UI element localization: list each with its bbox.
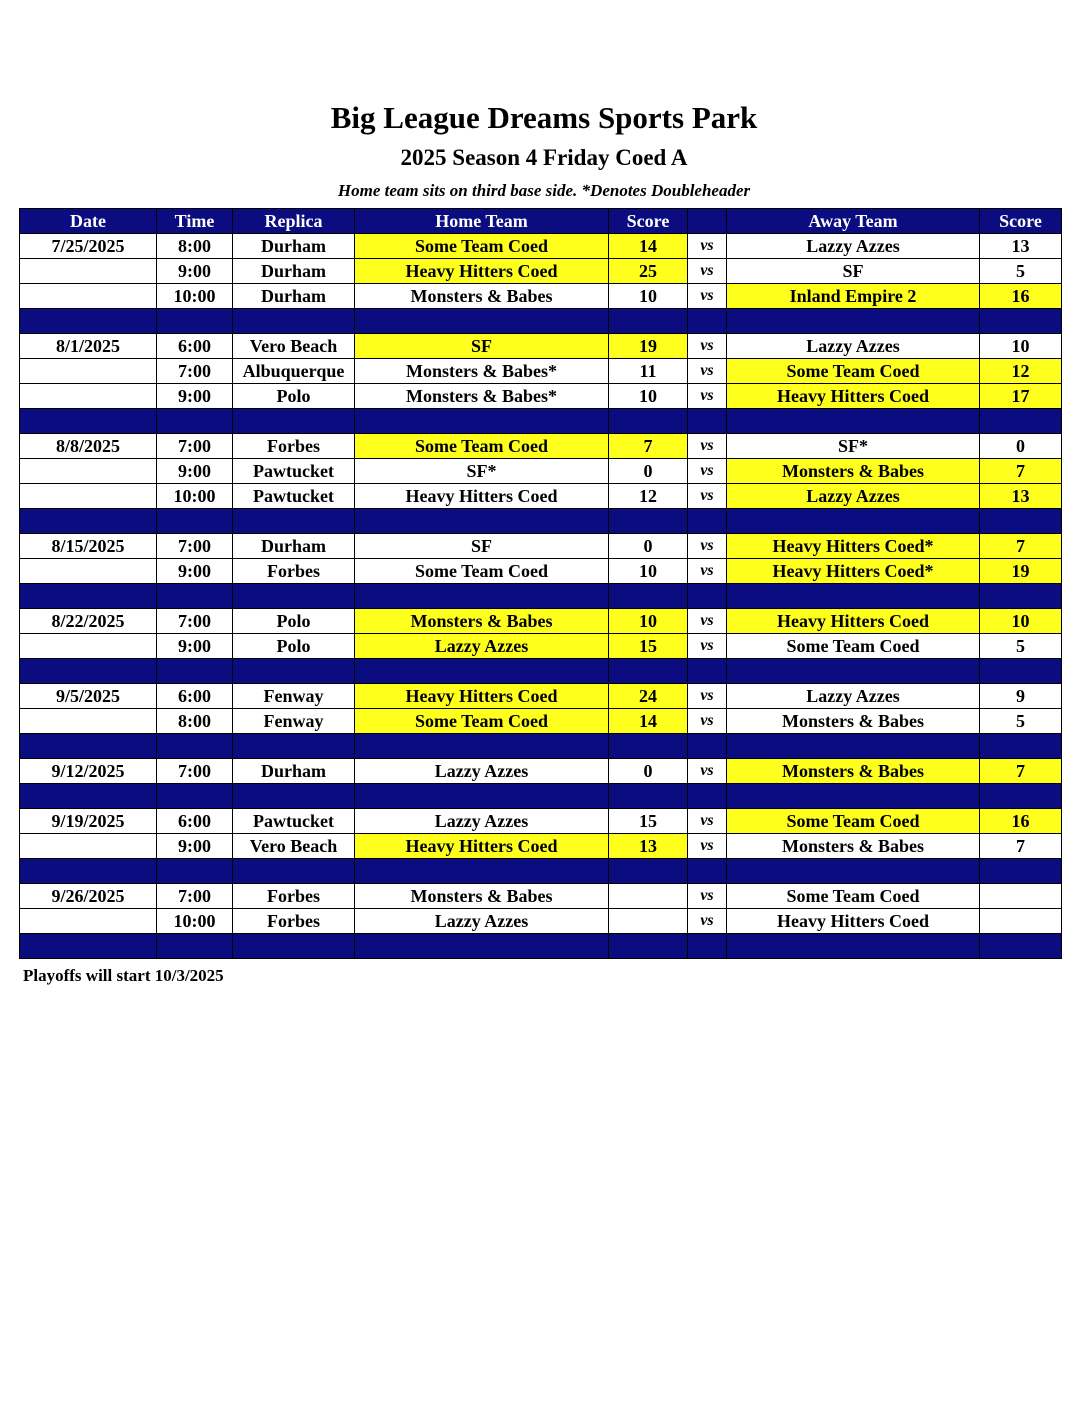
- separator-cell: [233, 734, 355, 759]
- separator-cell: [727, 859, 980, 884]
- col-time-header: Time: [157, 209, 233, 234]
- separator-cell: [980, 784, 1062, 809]
- home-team: Heavy Hitters Coed: [355, 684, 609, 709]
- separator-cell: [233, 584, 355, 609]
- home-score: 14: [609, 234, 688, 259]
- vs-label: vs: [688, 234, 727, 259]
- page-title: Big League Dreams Sports Park: [330, 100, 758, 135]
- home-score: 15: [609, 634, 688, 659]
- separator-cell: [609, 409, 688, 434]
- separator-cell: [609, 584, 688, 609]
- away-team: Some Team Coed: [727, 634, 980, 659]
- separator-cell: [355, 934, 609, 959]
- separator-cell: [233, 934, 355, 959]
- game-row: [20, 809, 1062, 834]
- game-replica: Vero Beach: [233, 834, 355, 859]
- separator-cell: [20, 784, 157, 809]
- week-separator: [20, 509, 1062, 534]
- away-score: 10: [980, 334, 1062, 359]
- home-team: Some Team Coed: [355, 709, 609, 734]
- away-score: 7: [980, 534, 1062, 559]
- game-date: 9/26/2025: [20, 884, 157, 909]
- away-score: 7: [980, 834, 1062, 859]
- game-time: 7:00: [157, 359, 233, 384]
- vs-label: vs: [688, 759, 727, 784]
- col-away-score-header: Score: [980, 209, 1062, 234]
- vs-label: vs: [688, 359, 727, 384]
- game-row: [20, 459, 1062, 484]
- home-team: Lazzy Azzes: [355, 809, 609, 834]
- vs-label: vs: [688, 384, 727, 409]
- away-score: 13: [980, 484, 1062, 509]
- separator-cell: [20, 859, 157, 884]
- game-replica: Durham: [233, 234, 355, 259]
- separator-cell: [727, 934, 980, 959]
- game-replica: Durham: [233, 759, 355, 784]
- away-team: Heavy Hitters Coed: [727, 609, 980, 634]
- game-date: [20, 834, 157, 859]
- separator-cell: [20, 509, 157, 534]
- home-team: Lazzy Azzes: [355, 634, 609, 659]
- vs-label: vs: [688, 534, 727, 559]
- separator-cell: [609, 734, 688, 759]
- col-home-score-header: Score: [609, 209, 688, 234]
- away-score: 5: [980, 259, 1062, 284]
- game-date: [20, 709, 157, 734]
- away-team: Heavy Hitters Coed*: [727, 559, 980, 584]
- separator-cell: [233, 309, 355, 334]
- separator-cell: [233, 784, 355, 809]
- separator-cell: [980, 859, 1062, 884]
- game-time: 7:00: [157, 434, 233, 459]
- home-score: 0: [609, 534, 688, 559]
- game-row: [20, 384, 1062, 409]
- vs-label: vs: [688, 884, 727, 909]
- separator-cell: [20, 934, 157, 959]
- game-time: 9:00: [157, 559, 233, 584]
- vs-label: vs: [688, 284, 727, 309]
- away-score: [980, 909, 1062, 934]
- schedule-body: [20, 234, 1062, 959]
- separator-cell: [233, 659, 355, 684]
- game-date: 8/8/2025: [20, 434, 157, 459]
- week-separator: [20, 659, 1062, 684]
- vs-label: vs: [688, 334, 727, 359]
- game-replica: Durham: [233, 284, 355, 309]
- game-time: 7:00: [157, 534, 233, 559]
- game-date: [20, 284, 157, 309]
- home-score: [609, 909, 688, 934]
- game-replica: Fenway: [233, 684, 355, 709]
- home-team: Monsters & Babes: [355, 609, 609, 634]
- separator-cell: [727, 784, 980, 809]
- separator-cell: [157, 659, 233, 684]
- game-time: 10:00: [157, 284, 233, 309]
- vs-label: vs: [688, 459, 727, 484]
- separator-cell: [355, 784, 609, 809]
- home-score: 10: [609, 559, 688, 584]
- away-team: Some Team Coed: [727, 359, 980, 384]
- game-time: 7:00: [157, 884, 233, 909]
- away-score: 10: [980, 609, 1062, 634]
- separator-cell: [157, 309, 233, 334]
- home-team: Heavy Hitters Coed: [355, 834, 609, 859]
- away-team: Monsters & Babes: [727, 459, 980, 484]
- game-time: 10:00: [157, 484, 233, 509]
- game-replica: Durham: [233, 534, 355, 559]
- separator-cell: [157, 934, 233, 959]
- page-subtitle: 2025 Season 4 Friday Coed A: [400, 145, 688, 170]
- playoffs-note: Playoffs will start 10/3/2025: [23, 966, 224, 985]
- home-score: 14: [609, 709, 688, 734]
- separator-cell: [355, 734, 609, 759]
- away-score: 16: [980, 284, 1062, 309]
- week-separator: [20, 409, 1062, 434]
- separator-cell: [609, 784, 688, 809]
- separator-cell: [157, 734, 233, 759]
- game-date: 8/15/2025: [20, 534, 157, 559]
- home-score: 0: [609, 759, 688, 784]
- separator-cell: [355, 859, 609, 884]
- game-date: [20, 484, 157, 509]
- game-replica: Forbes: [233, 884, 355, 909]
- separator-cell: [157, 784, 233, 809]
- home-team: Monsters & Babes*: [355, 384, 609, 409]
- game-replica: Pawtucket: [233, 484, 355, 509]
- away-team: Inland Empire 2: [727, 284, 980, 309]
- separator-cell: [20, 309, 157, 334]
- separator-cell: [688, 659, 727, 684]
- home-team: Some Team Coed: [355, 559, 609, 584]
- game-row: [20, 434, 1062, 459]
- game-time: 6:00: [157, 809, 233, 834]
- separator-cell: [609, 309, 688, 334]
- game-replica: Forbes: [233, 559, 355, 584]
- game-replica: Fenway: [233, 709, 355, 734]
- separator-cell: [355, 584, 609, 609]
- game-row: [20, 909, 1062, 934]
- game-time: 7:00: [157, 759, 233, 784]
- game-date: 8/1/2025: [20, 334, 157, 359]
- separator-cell: [233, 509, 355, 534]
- game-time: 10:00: [157, 909, 233, 934]
- game-date: [20, 359, 157, 384]
- away-score: 5: [980, 634, 1062, 659]
- game-replica: Vero Beach: [233, 334, 355, 359]
- game-row: [20, 759, 1062, 784]
- separator-cell: [688, 309, 727, 334]
- home-team: Heavy Hitters Coed: [355, 484, 609, 509]
- game-date: [20, 634, 157, 659]
- game-time: 9:00: [157, 634, 233, 659]
- separator-cell: [727, 309, 980, 334]
- separator-cell: [609, 659, 688, 684]
- col-away-team-header: Away Team: [727, 209, 980, 234]
- vs-label: vs: [688, 834, 727, 859]
- week-separator: [20, 934, 1062, 959]
- schedule-note: Home team sits on third base side. *Denotes Doubleheader: [337, 181, 751, 200]
- week-separator: [20, 734, 1062, 759]
- col-replica-header: Replica: [233, 209, 355, 234]
- separator-cell: [355, 409, 609, 434]
- vs-label: vs: [688, 909, 727, 934]
- away-score: 7: [980, 759, 1062, 784]
- away-team: Some Team Coed: [727, 884, 980, 909]
- game-date: [20, 259, 157, 284]
- game-row: [20, 884, 1062, 909]
- home-score: 10: [609, 284, 688, 309]
- game-time: 9:00: [157, 834, 233, 859]
- separator-cell: [157, 584, 233, 609]
- home-team: Monsters & Babes: [355, 884, 609, 909]
- away-team: Lazzy Azzes: [727, 484, 980, 509]
- home-score: 10: [609, 384, 688, 409]
- game-row: [20, 334, 1062, 359]
- away-score: 12: [980, 359, 1062, 384]
- home-team: Monsters & Babes*: [355, 359, 609, 384]
- header-row: [20, 209, 1062, 234]
- game-replica: Pawtucket: [233, 809, 355, 834]
- game-replica: Durham: [233, 259, 355, 284]
- away-score: 9: [980, 684, 1062, 709]
- home-score: 10: [609, 609, 688, 634]
- separator-cell: [688, 409, 727, 434]
- schedule-table: [19, 208, 1062, 959]
- separator-cell: [20, 734, 157, 759]
- game-time: 7:00: [157, 609, 233, 634]
- away-team: Monsters & Babes: [727, 759, 980, 784]
- away-team: Heavy Hitters Coed: [727, 384, 980, 409]
- game-row: [20, 534, 1062, 559]
- away-score: 7: [980, 459, 1062, 484]
- col-date-header: Date: [20, 209, 157, 234]
- home-team: Some Team Coed: [355, 234, 609, 259]
- game-row: [20, 609, 1062, 634]
- home-team: SF: [355, 534, 609, 559]
- game-date: 9/5/2025: [20, 684, 157, 709]
- home-score: 13: [609, 834, 688, 859]
- separator-cell: [727, 734, 980, 759]
- away-team: SF: [727, 259, 980, 284]
- game-row: [20, 284, 1062, 309]
- separator-cell: [609, 934, 688, 959]
- separator-cell: [157, 409, 233, 434]
- game-time: 9:00: [157, 384, 233, 409]
- home-score: [609, 884, 688, 909]
- separator-cell: [609, 859, 688, 884]
- home-team: SF*: [355, 459, 609, 484]
- separator-cell: [980, 934, 1062, 959]
- vs-label: vs: [688, 259, 727, 284]
- separator-cell: [157, 509, 233, 534]
- separator-cell: [688, 784, 727, 809]
- away-team: Monsters & Babes: [727, 709, 980, 734]
- separator-cell: [20, 584, 157, 609]
- separator-cell: [980, 409, 1062, 434]
- separator-cell: [980, 309, 1062, 334]
- home-score: 0: [609, 459, 688, 484]
- game-replica: Polo: [233, 384, 355, 409]
- game-replica: Polo: [233, 609, 355, 634]
- home-score: 15: [609, 809, 688, 834]
- separator-cell: [980, 659, 1062, 684]
- game-time: 9:00: [157, 259, 233, 284]
- away-score: 17: [980, 384, 1062, 409]
- separator-cell: [20, 659, 157, 684]
- game-time: 8:00: [157, 709, 233, 734]
- home-score: 7: [609, 434, 688, 459]
- home-score: 25: [609, 259, 688, 284]
- game-time: 6:00: [157, 684, 233, 709]
- separator-cell: [980, 734, 1062, 759]
- game-date: [20, 459, 157, 484]
- separator-cell: [233, 409, 355, 434]
- week-separator: [20, 784, 1062, 809]
- home-score: 24: [609, 684, 688, 709]
- game-row: [20, 259, 1062, 284]
- separator-cell: [688, 934, 727, 959]
- home-team: Lazzy Azzes: [355, 759, 609, 784]
- home-team: Monsters & Babes: [355, 284, 609, 309]
- col-home-team-header: Home Team: [355, 209, 609, 234]
- game-date: 9/12/2025: [20, 759, 157, 784]
- game-row: [20, 234, 1062, 259]
- separator-cell: [980, 509, 1062, 534]
- game-replica: Pawtucket: [233, 459, 355, 484]
- separator-cell: [727, 509, 980, 534]
- home-score: 11: [609, 359, 688, 384]
- away-score: 0: [980, 434, 1062, 459]
- separator-cell: [20, 409, 157, 434]
- separator-cell: [355, 509, 609, 534]
- game-row: [20, 709, 1062, 734]
- away-team: Some Team Coed: [727, 809, 980, 834]
- game-time: 6:00: [157, 334, 233, 359]
- away-score: 16: [980, 809, 1062, 834]
- away-team: SF*: [727, 434, 980, 459]
- game-date: [20, 909, 157, 934]
- vs-label: vs: [688, 484, 727, 509]
- game-date: [20, 559, 157, 584]
- separator-cell: [727, 659, 980, 684]
- week-separator: [20, 584, 1062, 609]
- game-date: 9/19/2025: [20, 809, 157, 834]
- away-team: Lazzy Azzes: [727, 684, 980, 709]
- week-separator: [20, 309, 1062, 334]
- home-team: Some Team Coed: [355, 434, 609, 459]
- away-team: Heavy Hitters Coed: [727, 909, 980, 934]
- game-replica: Albuquerque: [233, 359, 355, 384]
- game-row: [20, 359, 1062, 384]
- vs-label: vs: [688, 634, 727, 659]
- vs-label: vs: [688, 809, 727, 834]
- home-score: 19: [609, 334, 688, 359]
- game-replica: Forbes: [233, 909, 355, 934]
- game-row: [20, 684, 1062, 709]
- game-date: [20, 384, 157, 409]
- vs-label: vs: [688, 559, 727, 584]
- separator-cell: [727, 584, 980, 609]
- game-replica: Forbes: [233, 434, 355, 459]
- separator-cell: [157, 859, 233, 884]
- away-score: 5: [980, 709, 1062, 734]
- away-team: Monsters & Babes: [727, 834, 980, 859]
- separator-cell: [355, 659, 609, 684]
- home-team: SF: [355, 334, 609, 359]
- away-score: [980, 884, 1062, 909]
- game-row: [20, 834, 1062, 859]
- separator-cell: [609, 509, 688, 534]
- game-row: [20, 634, 1062, 659]
- home-team: Lazzy Azzes: [355, 909, 609, 934]
- home-score: 12: [609, 484, 688, 509]
- separator-cell: [233, 859, 355, 884]
- vs-label: vs: [688, 609, 727, 634]
- vs-label: vs: [688, 684, 727, 709]
- separator-cell: [355, 309, 609, 334]
- game-time: 8:00: [157, 234, 233, 259]
- away-team: Lazzy Azzes: [727, 334, 980, 359]
- game-time: 9:00: [157, 459, 233, 484]
- game-date: 7/25/2025: [20, 234, 157, 259]
- away-team: Heavy Hitters Coed*: [727, 534, 980, 559]
- separator-cell: [688, 859, 727, 884]
- away-team: Lazzy Azzes: [727, 234, 980, 259]
- separator-cell: [688, 584, 727, 609]
- separator-cell: [688, 734, 727, 759]
- separator-cell: [688, 509, 727, 534]
- game-row: [20, 559, 1062, 584]
- separator-cell: [980, 584, 1062, 609]
- separator-cell: [727, 409, 980, 434]
- vs-label: vs: [688, 434, 727, 459]
- col-vs-header: [688, 209, 727, 234]
- away-score: 13: [980, 234, 1062, 259]
- vs-label: vs: [688, 709, 727, 734]
- game-date: 8/22/2025: [20, 609, 157, 634]
- home-team: Heavy Hitters Coed: [355, 259, 609, 284]
- game-row: [20, 484, 1062, 509]
- week-separator: [20, 859, 1062, 884]
- game-replica: Polo: [233, 634, 355, 659]
- away-score: 19: [980, 559, 1062, 584]
